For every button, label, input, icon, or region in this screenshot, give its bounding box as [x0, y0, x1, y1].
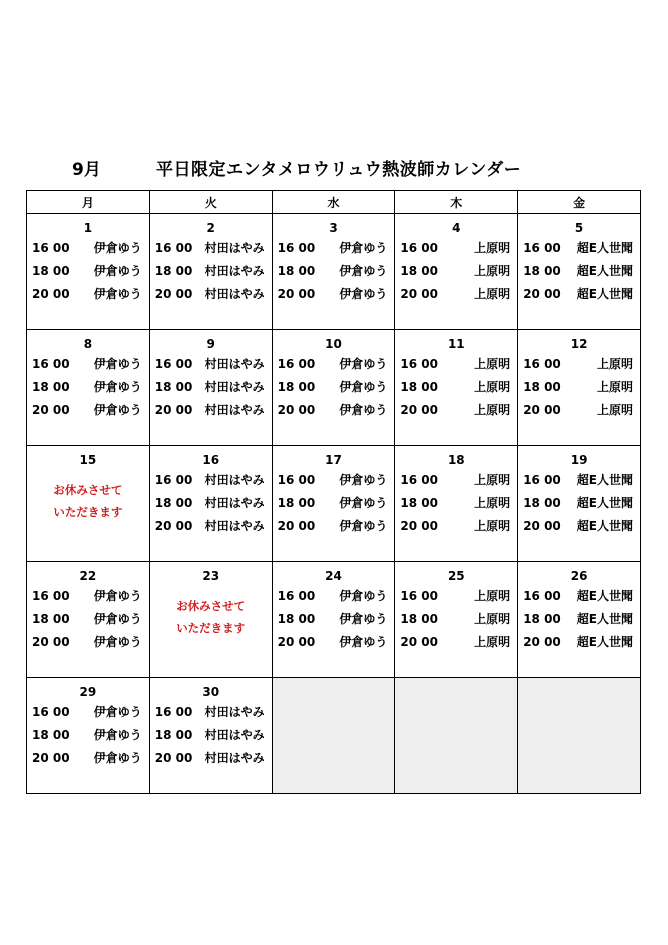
session-slot — [518, 608, 640, 631]
day-number: 18 — [447, 453, 465, 467]
calendar-title-row — [72, 156, 612, 184]
slot-performer: 超E人世聞 — [576, 635, 633, 649]
slot-time: 18 00 — [400, 496, 438, 510]
calendar-week-row — [27, 446, 641, 562]
slot-performer: 村田はやみ — [204, 403, 265, 417]
session-slot — [27, 585, 149, 608]
closed-notice — [150, 595, 272, 639]
slot-performer: 上原明 — [474, 589, 511, 603]
slot-performer: 上原明 — [596, 380, 633, 394]
slot-time: 18 00 — [523, 612, 561, 626]
slot-performer: 上原明 — [474, 403, 511, 417]
slot-time: 18 00 — [400, 264, 438, 278]
calendar-week-row — [27, 330, 641, 446]
slot-time: 20 00 — [32, 287, 70, 301]
session-slot — [273, 608, 395, 631]
session-slot — [395, 399, 517, 422]
slot-time: 18 00 — [32, 264, 70, 278]
slot-time: 20 00 — [523, 287, 561, 301]
day-cell — [27, 446, 150, 562]
slot-time: 20 00 — [154, 751, 193, 765]
session-slot — [395, 585, 517, 608]
slot-performer: 上原明 — [474, 519, 511, 533]
session-slot — [273, 237, 395, 260]
session-slot — [150, 283, 272, 306]
slot-time: 20 00 — [277, 403, 316, 417]
session-slot — [150, 492, 272, 515]
slot-time: 20 00 — [154, 287, 193, 301]
session-slot — [518, 469, 640, 492]
slot-time: 20 00 — [400, 519, 438, 533]
day-cell — [272, 214, 395, 330]
slot-performer: 村田はやみ — [204, 241, 265, 255]
day-number: 30 — [202, 685, 220, 699]
slot-time: 20 00 — [400, 403, 438, 417]
slot-performer: 村田はやみ — [204, 519, 265, 533]
slot-time: 16 00 — [32, 705, 70, 719]
weekday-header: 木 — [395, 191, 518, 214]
day-cell — [27, 562, 150, 678]
slot-time: 16 00 — [32, 241, 70, 255]
slot-performer: 伊倉ゆう — [93, 728, 142, 742]
session-slot — [273, 631, 395, 654]
slot-performer: 伊倉ゆう — [93, 264, 142, 278]
session-slot — [518, 353, 640, 376]
slot-performer: 超E人世聞 — [576, 496, 633, 510]
day-cell — [149, 562, 272, 678]
slot-performer: 上原明 — [474, 473, 511, 487]
session-slot — [273, 260, 395, 283]
day-number: 9 — [206, 337, 215, 351]
slot-time: 18 00 — [32, 380, 70, 394]
session-slot — [27, 747, 149, 770]
day-number: 2 — [206, 221, 215, 235]
calendar-table — [26, 190, 641, 794]
slot-performer: 超E人世聞 — [576, 612, 633, 626]
day-cell — [518, 446, 641, 562]
slot-time: 18 00 — [277, 612, 316, 626]
slot-performer: 上原明 — [596, 357, 633, 371]
slot-performer: 上原明 — [474, 264, 511, 278]
slot-time: 20 00 — [154, 403, 193, 417]
slot-time: 16 00 — [277, 589, 316, 603]
slot-performer: 超E人世聞 — [576, 287, 633, 301]
day-cell — [395, 446, 518, 562]
session-slot — [150, 469, 272, 492]
closed-notice-line: いただきます — [53, 505, 123, 519]
slot-time: 16 00 — [523, 241, 561, 255]
calendar-week-row — [27, 678, 641, 794]
slot-performer: 伊倉ゆう — [339, 403, 388, 417]
slot-performer: 伊倉ゆう — [93, 589, 142, 603]
session-slot — [395, 492, 517, 515]
session-slot — [150, 724, 272, 747]
weekday-header-row — [27, 191, 641, 214]
session-slot — [518, 515, 640, 538]
slot-performer: 伊倉ゆう — [339, 241, 388, 255]
session-slot — [395, 237, 517, 260]
slot-performer: 伊倉ゆう — [339, 496, 388, 510]
day-cell — [149, 446, 272, 562]
slot-time: 18 00 — [400, 380, 438, 394]
slot-time: 20 00 — [523, 519, 561, 533]
slot-time: 16 00 — [277, 241, 316, 255]
session-slot — [150, 747, 272, 770]
slot-performer: 伊倉ゆう — [339, 264, 388, 278]
closed-notice-line: お休みさせて — [53, 483, 123, 497]
day-cell — [272, 446, 395, 562]
slot-performer: 上原明 — [474, 357, 511, 371]
session-slot — [150, 237, 272, 260]
slot-performer: 超E人世聞 — [576, 473, 633, 487]
slot-time: 18 00 — [277, 264, 316, 278]
slot-time: 16 00 — [523, 473, 561, 487]
day-cell — [395, 562, 518, 678]
weekday-header: 金 — [518, 191, 641, 214]
slot-time: 20 00 — [277, 635, 316, 649]
day-number: 3 — [329, 221, 338, 235]
session-slot — [27, 376, 149, 399]
slot-performer: 伊倉ゆう — [93, 612, 142, 626]
calendar-week-row — [27, 214, 641, 330]
slot-time: 16 00 — [400, 241, 438, 255]
day-number: 12 — [570, 337, 588, 351]
session-slot — [395, 515, 517, 538]
slot-performer: 伊倉ゆう — [339, 357, 388, 371]
session-slot — [27, 399, 149, 422]
day-number: 23 — [202, 569, 220, 583]
session-slot — [27, 237, 149, 260]
slot-time: 16 00 — [277, 357, 316, 371]
session-slot — [273, 283, 395, 306]
slot-time: 20 00 — [277, 287, 316, 301]
slot-time: 18 00 — [523, 496, 561, 510]
slot-performer: 村田はやみ — [204, 728, 265, 742]
slot-performer: 伊倉ゆう — [339, 519, 388, 533]
closed-notice — [27, 479, 149, 523]
slot-performer: 村田はやみ — [204, 473, 265, 487]
session-slot — [395, 469, 517, 492]
slot-time: 20 00 — [154, 519, 193, 533]
closed-notice-line: いただきます — [176, 621, 246, 635]
slot-time: 20 00 — [32, 403, 70, 417]
slot-time: 18 00 — [32, 728, 70, 742]
day-number: 29 — [79, 685, 97, 699]
session-slot — [395, 283, 517, 306]
slot-time: 16 00 — [154, 357, 193, 371]
day-number: 22 — [79, 569, 97, 583]
session-slot — [273, 492, 395, 515]
slot-time: 18 00 — [277, 496, 316, 510]
slot-time: 18 00 — [277, 380, 316, 394]
slot-time: 18 00 — [154, 496, 193, 510]
day-cell — [149, 330, 272, 446]
slot-time: 16 00 — [154, 473, 193, 487]
session-slot — [27, 701, 149, 724]
session-slot — [518, 585, 640, 608]
day-number: 19 — [570, 453, 588, 467]
slot-time: 20 00 — [523, 403, 561, 417]
weekday-header: 月 — [27, 191, 150, 214]
slot-time: 18 00 — [154, 728, 193, 742]
slot-performer: 伊倉ゆう — [93, 751, 142, 765]
day-number: 15 — [79, 453, 97, 467]
slot-time: 20 00 — [32, 635, 70, 649]
session-slot — [273, 515, 395, 538]
day-number: 11 — [447, 337, 465, 351]
day-number: 1 — [83, 221, 93, 235]
slot-time: 18 00 — [154, 264, 193, 278]
session-slot — [518, 283, 640, 306]
session-slot — [518, 492, 640, 515]
session-slot — [150, 701, 272, 724]
slot-time: 18 00 — [400, 612, 438, 626]
closed-notice-line: お休みさせて — [176, 599, 246, 613]
slot-performer: 村田はやみ — [204, 496, 265, 510]
slot-time: 16 00 — [400, 589, 438, 603]
slot-performer: 伊倉ゆう — [93, 380, 142, 394]
day-cell — [149, 678, 272, 794]
day-number: 8 — [83, 337, 93, 351]
session-slot — [150, 515, 272, 538]
slot-performer: 伊倉ゆう — [93, 705, 142, 719]
slot-performer: 村田はやみ — [204, 751, 265, 765]
session-slot — [395, 631, 517, 654]
day-number: 24 — [325, 569, 342, 583]
day-number: 26 — [570, 569, 588, 583]
calendar-body — [27, 214, 641, 794]
session-slot — [518, 260, 640, 283]
slot-time: 16 00 — [32, 357, 70, 371]
session-slot — [518, 399, 640, 422]
slot-performer: 村田はやみ — [204, 705, 265, 719]
session-slot — [27, 353, 149, 376]
slot-time: 18 00 — [523, 264, 561, 278]
slot-performer: 伊倉ゆう — [339, 612, 388, 626]
slot-performer: 上原明 — [474, 241, 511, 255]
slot-performer: 伊倉ゆう — [339, 589, 388, 603]
weekday-header: 火 — [149, 191, 272, 214]
slot-performer: 村田はやみ — [204, 380, 265, 394]
session-slot — [395, 260, 517, 283]
slot-performer: 伊倉ゆう — [93, 357, 142, 371]
day-cell — [27, 214, 150, 330]
empty-day-cell — [272, 678, 395, 794]
day-cell — [395, 214, 518, 330]
session-slot — [27, 260, 149, 283]
slot-performer: 伊倉ゆう — [339, 380, 388, 394]
slot-performer: 上原明 — [474, 496, 511, 510]
day-cell — [518, 214, 641, 330]
slot-performer: 伊倉ゆう — [93, 403, 142, 417]
slot-performer: 超E人世聞 — [576, 241, 633, 255]
day-cell — [272, 562, 395, 678]
calendar-week-row — [27, 562, 641, 678]
day-cell — [518, 330, 641, 446]
slot-performer: 上原明 — [474, 380, 511, 394]
slot-performer: 伊倉ゆう — [93, 635, 142, 649]
session-slot — [27, 724, 149, 747]
slot-performer: 村田はやみ — [204, 287, 265, 301]
slot-performer: 上原明 — [474, 612, 511, 626]
session-slot — [518, 237, 640, 260]
slot-performer: 村田はやみ — [204, 264, 265, 278]
session-slot — [273, 585, 395, 608]
session-slot — [27, 631, 149, 654]
slot-time: 16 00 — [523, 357, 561, 371]
slot-time: 20 00 — [400, 287, 438, 301]
day-cell — [27, 330, 150, 446]
slot-performer: 伊倉ゆう — [93, 287, 142, 301]
slot-time: 16 00 — [277, 473, 316, 487]
slot-performer: 伊倉ゆう — [339, 287, 388, 301]
slot-performer: 上原明 — [474, 635, 511, 649]
slot-time: 16 00 — [154, 705, 193, 719]
slot-time: 16 00 — [154, 241, 193, 255]
day-cell — [272, 330, 395, 446]
day-cell — [149, 214, 272, 330]
empty-day-cell — [395, 678, 518, 794]
day-number: 25 — [447, 569, 465, 583]
day-number: 4 — [452, 221, 461, 235]
day-number: 17 — [325, 453, 342, 467]
slot-time: 20 00 — [400, 635, 438, 649]
session-slot — [273, 399, 395, 422]
session-slot — [518, 631, 640, 654]
session-slot — [518, 376, 640, 399]
session-slot — [150, 399, 272, 422]
slot-time: 16 00 — [400, 473, 438, 487]
slot-performer: 上原明 — [474, 287, 511, 301]
day-cell — [27, 678, 150, 794]
slot-time: 20 00 — [32, 751, 70, 765]
slot-performer: 超E人世聞 — [576, 519, 633, 533]
slot-performer: 上原明 — [596, 403, 633, 417]
session-slot — [395, 353, 517, 376]
page-title: 平日限定エンタメロウリュウ熱波師カレンダー — [156, 160, 522, 180]
slot-time: 16 00 — [400, 357, 438, 371]
session-slot — [273, 469, 395, 492]
slot-time: 18 00 — [523, 380, 561, 394]
day-number: 5 — [574, 221, 584, 235]
session-slot — [395, 608, 517, 631]
slot-time: 18 00 — [32, 612, 70, 626]
slot-time: 18 00 — [154, 380, 193, 394]
slot-time: 20 00 — [523, 635, 561, 649]
session-slot — [27, 608, 149, 631]
session-slot — [150, 260, 272, 283]
day-number: 10 — [325, 337, 342, 351]
weekday-header: 水 — [272, 191, 395, 214]
slot-time: 16 00 — [523, 589, 561, 603]
day-number: 16 — [202, 453, 220, 467]
day-cell — [395, 330, 518, 446]
slot-performer: 伊倉ゆう — [93, 241, 142, 255]
session-slot — [27, 283, 149, 306]
slot-performer: 伊倉ゆう — [339, 473, 388, 487]
session-slot — [273, 376, 395, 399]
slot-time: 20 00 — [277, 519, 316, 533]
slot-performer: 超E人世聞 — [576, 264, 633, 278]
slot-performer: 超E人世聞 — [576, 589, 633, 603]
session-slot — [150, 376, 272, 399]
slot-performer: 村田はやみ — [204, 357, 265, 371]
session-slot — [395, 376, 517, 399]
month-label: 9月 — [72, 160, 101, 180]
day-cell — [518, 562, 641, 678]
slot-performer: 伊倉ゆう — [339, 635, 388, 649]
session-slot — [150, 353, 272, 376]
session-slot — [273, 353, 395, 376]
empty-day-cell — [518, 678, 641, 794]
slot-time: 16 00 — [32, 589, 70, 603]
